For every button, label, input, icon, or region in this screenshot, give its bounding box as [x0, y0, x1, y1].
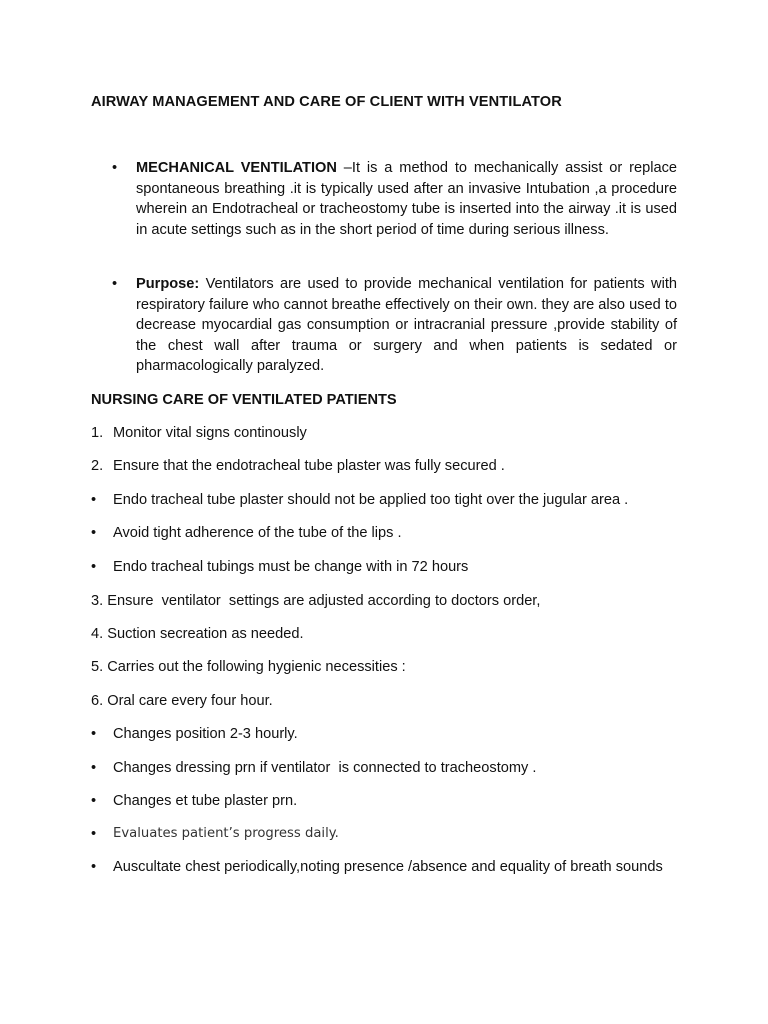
bullet-marker: •: [91, 492, 97, 508]
bullet-marker: •: [91, 726, 97, 742]
bullet-marker: •: [91, 826, 97, 842]
list-item-text: Changes position 2-3 hourly.: [113, 726, 298, 742]
bullet-marker: •: [91, 859, 97, 875]
list-item: [91, 857, 677, 878]
list-item: [91, 456, 505, 477]
bullet-marker: •: [91, 793, 97, 809]
list-item: [91, 557, 677, 578]
intro-bullet-purpose: [112, 274, 677, 377]
list-item-text: 3. Ensure ventilator settings are adjusted according to doctors order,: [91, 593, 541, 609]
list-item: [91, 423, 307, 444]
intro-bullet-body: [136, 158, 677, 240]
bullet-marker: •: [112, 160, 118, 176]
bullet-marker: •: [91, 760, 97, 776]
definition-purpose: Ventilators are used to provide mechanical ventilation for patients with respiratory failure who cannot breathe effectively on their own. they are also used to decrease myocardial gas consumption or intracranial pressure ,provide stability of the chest wall after trauma or surgery and when patients is sedated or pharmacologically paralyzed.: [136, 276, 677, 374]
list-item-text: 4. Suction secreation as needed.: [91, 626, 304, 642]
definition-mechanical-ventilation: –It is a method to mechanically assist or replace spontaneous breathing .it is typically used after an invasive Intubation ,a procedure wherein an Endotracheal or tracheostomy tube is inserted into the airway .it is used in acute settings such as in the short period of time during serious illness.: [136, 160, 677, 238]
list-item-text: 6. Oral care every four hour.: [91, 693, 273, 709]
list-item-text: Ensure that the endotracheal tube plaster was fully secured .: [113, 458, 505, 474]
list-number: 2.: [91, 458, 104, 474]
list-item-text: 5. Carries out the following hygienic necessities :: [91, 659, 406, 675]
list-item: [91, 490, 677, 511]
list-item-text: Evaluates patient’s progress daily.: [113, 826, 339, 841]
list-item-text: Auscultate chest periodically,noting presence /absence and equality of breath sounds: [113, 859, 663, 875]
term-mechanical-ventilation: MECHANICAL VENTILATION: [136, 160, 337, 176]
list-item: [91, 758, 677, 779]
list-number: 1.: [91, 425, 104, 441]
list-item: [91, 724, 677, 745]
bullet-marker: •: [91, 525, 97, 541]
list-item: [91, 691, 273, 712]
document-title: AIRWAY MANAGEMENT AND CARE OF CLIENT WITH VENTILATOR: [91, 94, 562, 110]
list-item: [91, 624, 304, 645]
list-item: [91, 591, 540, 612]
intro-bullet-body: [136, 274, 677, 377]
list-item: [91, 523, 677, 544]
section-heading-nursing-care: NURSING CARE OF VENTILATED PATIENTS: [91, 392, 397, 408]
bullet-marker: •: [91, 559, 97, 575]
list-item-text: Endo tracheal tube plaster should not be applied too tight over the jugular area .: [113, 492, 629, 508]
bullet-marker: •: [112, 276, 118, 292]
intro-bullet-mechanical-ventilation: [112, 158, 677, 240]
list-item: [91, 824, 677, 845]
list-item-text: Changes et tube plaster prn.: [113, 793, 298, 809]
list-item-text: Avoid tight adherence of the tube of the lips .: [113, 525, 402, 541]
list-item: [91, 657, 406, 678]
term-purpose: Purpose:: [136, 276, 200, 292]
list-item-text: Monitor vital signs continously: [113, 425, 307, 441]
list-item-text: Endo tracheal tubings must be change with in 72 hours: [113, 559, 469, 575]
list-item: [91, 791, 677, 812]
list-item-text: Changes dressing prn if ventilator is connected to tracheostomy .: [113, 760, 537, 776]
